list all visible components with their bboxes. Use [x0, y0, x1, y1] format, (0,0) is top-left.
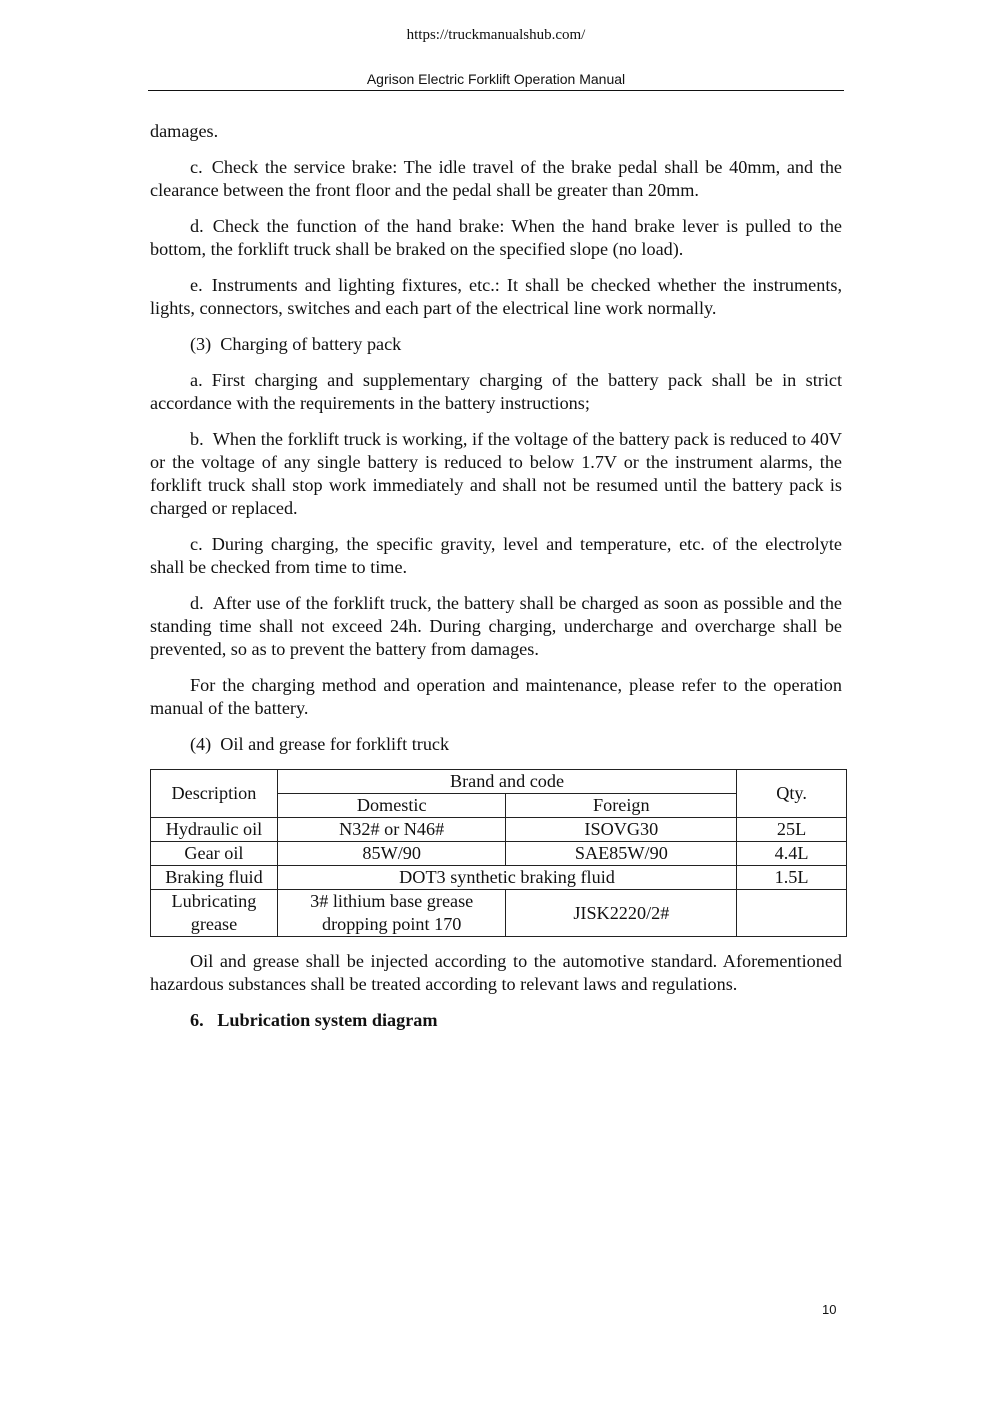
- cell-domestic-line1: 3# lithium base grease: [310, 891, 474, 911]
- cell-domestic: [277, 890, 506, 937]
- page-body: [150, 120, 842, 1032]
- table-header-row: [151, 770, 847, 794]
- cell-foreign: ISOVG30: [506, 818, 737, 842]
- table-row: [151, 842, 847, 866]
- cell-qty: 25L: [737, 818, 847, 842]
- header-foreign: Foreign: [506, 794, 737, 818]
- paragraph-electrolyte: c. During charging, the specific gravity, level and temperature, etc. of the electrolyte shall be checked from time to time.: [150, 534, 842, 577]
- cell-domestic: N32# or N46#: [277, 818, 506, 842]
- cell-qty: [737, 890, 847, 937]
- section-charging: (3) Charging of battery pack: [190, 334, 402, 354]
- section-lubrication-diagram: 6. Lubrication system diagram: [190, 1010, 438, 1030]
- cell-foreign: JISK2220/2#: [506, 890, 737, 937]
- paragraph-instruments: e. Instruments and lighting fixtures, etc.: It shall be checked whether the instruments, lights, connectors, switches and each part of the electrical line work normally.: [150, 275, 842, 318]
- table-row: [151, 890, 847, 937]
- paragraph-hand-brake: d. Check the function of the hand brake: When the hand brake lever is pulled to the bottom, the forklift truck shall be braked on the specified slope (no load).: [150, 216, 842, 259]
- header-description: Description: [151, 770, 278, 818]
- cell-brand: DOT3 synthetic braking fluid: [277, 866, 736, 890]
- cell-qty: 1.5L: [737, 866, 847, 890]
- cell-description-line2: grease: [190, 914, 238, 934]
- running-header: Agrison Electric Forklift Operation Manual: [366, 71, 626, 87]
- header-rule: [148, 90, 844, 91]
- cell-domestic: 85W/90: [277, 842, 506, 866]
- cell-qty: 4.4L: [737, 842, 847, 866]
- cell-foreign: SAE85W/90: [506, 842, 737, 866]
- header-domestic: Domestic: [277, 794, 506, 818]
- source-url: https://truckmanualshub.com/: [406, 27, 586, 43]
- paragraph-refer-manual: For the charging method and operation and maintenance, please refer to the operation manual of the battery.: [150, 675, 842, 718]
- paragraph-after-use: d. After use of the forklift truck, the battery shall be charged as soon as possible and the standing time shall not exceed 24h. During charging, undercharge and overcharge shall be prevented, so as to prevent the battery from damages.: [150, 593, 842, 659]
- table-row: [151, 866, 847, 890]
- paragraph-voltage: b. When the forklift truck is working, if the voltage of the battery pack is reduced to 40V or the voltage of any single battery is reduced to below 1.7V or the instrument alarms, the forklift truck shall stop work immediately and shall not be resumed until the battery pack is charged or replaced.: [150, 429, 842, 518]
- cell-description: [151, 890, 278, 937]
- oil-grease-table: [150, 769, 847, 937]
- page-number: 10: [822, 1302, 837, 1317]
- header-qty: Qty.: [737, 770, 847, 818]
- paragraph-damages: damages.: [150, 121, 219, 141]
- table-row: [151, 818, 847, 842]
- cell-description: Hydraulic oil: [151, 818, 278, 842]
- section-oil-grease: (4) Oil and grease for forklift truck: [190, 734, 450, 754]
- paragraph-first-charging: a. First charging and supplementary charging of the battery pack shall be in strict accordance with the requirements in the battery instructions;: [150, 370, 842, 413]
- cell-domestic-line2: dropping point 170: [321, 914, 462, 934]
- paragraph-service-brake: c. Check the service brake: The idle travel of the brake pedal shall be 40mm, and the clearance between the front floor and the pedal shall be greater than 20mm.: [150, 157, 842, 200]
- cell-description-line1: Lubricating: [171, 891, 257, 911]
- cell-description: Gear oil: [151, 842, 278, 866]
- header-brand-code: Brand and code: [277, 770, 736, 794]
- paragraph-injection: Oil and grease shall be injected according to the automotive standard. Aforementioned hazardous substances shall be treated according to relevant laws and regulations.: [150, 951, 842, 994]
- cell-description: Braking fluid: [151, 866, 278, 890]
